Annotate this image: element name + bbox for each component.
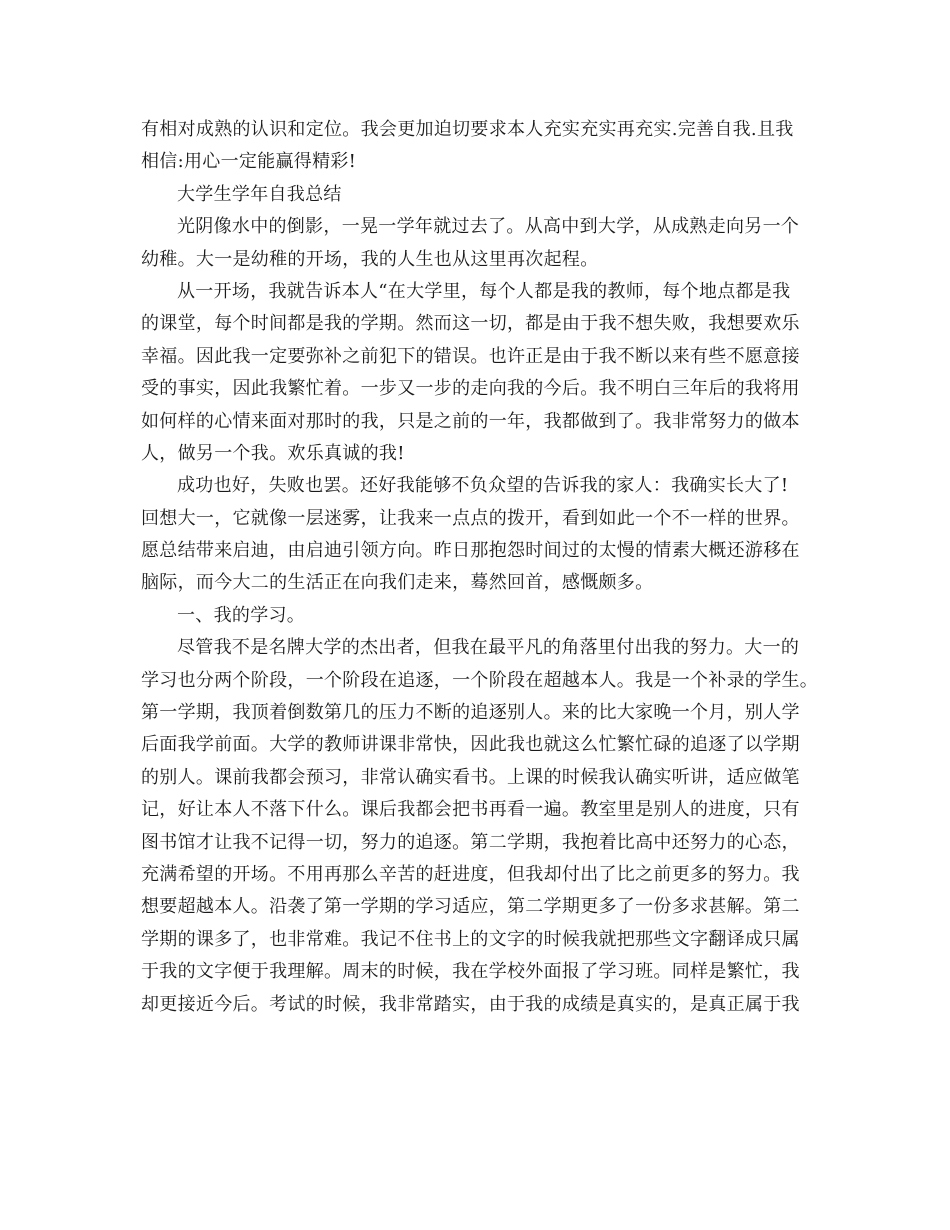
text-line: 如何样的心情来面对那时的我，只是之前的一年，我都做到了。我非常努力的做本	[141, 410, 800, 432]
section-heading: 一、我的学习。	[177, 604, 306, 626]
text-line: 光阴像水中的倒影，一晃一学年就过去了。从高中到大学，从成熟走向另一个	[177, 216, 800, 238]
text-line: 相信:用心一定能赢得精彩!	[141, 151, 357, 173]
document-page	[141, 114, 821, 1021]
text-line: 第一学期，我顶着倒数第几的压力不断的追逐别人。来的比大家晚一个月，别人学	[141, 702, 800, 724]
text-line: 想要超越本人。沿袭了第一学期的学习适应，第二学期更多了一份多求甚解。第二	[141, 896, 800, 918]
text-line: 图书馆才让我不记得一切，努力的追逐。第二学期，我抱着比高中还努力的心态，	[141, 831, 800, 853]
text-line: 人，做另一个我。欢乐真诚的我!	[141, 442, 405, 464]
text-line: 记，好让本人不落下什么。课后我都会把书再看一遍。教室里是别人的进度，只有	[141, 799, 800, 821]
text-line: 有相对成熟的认识和定位。我会更加迫切要求本人充实充实再充实.完善自我.且我	[141, 119, 794, 140]
text-line: 尽管我不是名牌大学的杰出者，但我在最平凡的角落里付出我的努力。大一的	[177, 637, 800, 659]
text-line: 学期的课多了，也非常难。我记不住书上的文字的时候我就把那些文字翻译成只属	[141, 928, 800, 950]
text-line: 幸福。因此我一定要弥补之前犯下的错误。也许正是由于我不断以来有些不愿意接	[141, 345, 800, 367]
text-line: 回想大一，它就像一层迷雾，让我来一点点的拨开，看到如此一个不一样的世界。	[141, 507, 800, 529]
text-line: 的别人。课前我都会预习，非常认确实看书。上课的时候我认确实听讲，适应做笔	[141, 766, 800, 788]
text-line: 愿总结带来启迪，由启迪引领方向。昨日那抱怨时间过的太慢的情素大概还游移在	[141, 540, 800, 562]
text-line: 脑际，而今大二的生活正在向我们走来，蓦然回首，感慨颇多。	[141, 572, 654, 594]
text-line: 后面我学前面。大学的教师讲课非常快，因此我也就这么忙繁忙碌的追逐了以学期	[141, 734, 800, 756]
text-line: 成功也好，失败也罢。还好我能够不负众望的告诉我的家人：我确实长大了!	[177, 475, 789, 497]
text-line: 充满希望的开场。不用再那么辛苦的赶进度，但我却付出了比之前更多的努力。我	[141, 863, 800, 885]
text-line: 受的事实，因此我繁忙着。一步又一步的走向我的今后。我不明白三年后的我将用	[141, 378, 800, 400]
text-line: 学习也分两个阶段，一个阶段在追逐，一个阶段在超越本人。我是一个补录的学生。	[141, 669, 819, 691]
text-line: 从一开场，我就告诉本人“在大学里，每个人都是我的教师，每个地点都是我	[177, 280, 791, 302]
text-line: 的课堂，每个时间都是我的学期。然而这一切，都是由于我不想失败，我想要欢乐	[141, 313, 800, 335]
section-heading: 大学生学年自我总结	[177, 183, 342, 205]
text-line: 于我的文字便于我理解。周末的时候，我在学校外面报了学习班。同样是繁忙，我	[141, 961, 800, 983]
text-line: 却更接近今后。考试的时候，我非常踏实，由于我的成绩是真实的，是真正属于我	[141, 993, 800, 1015]
text-line: 幼稚。大一是幼稚的开场，我的人生也从这里再次起程。	[141, 248, 599, 270]
